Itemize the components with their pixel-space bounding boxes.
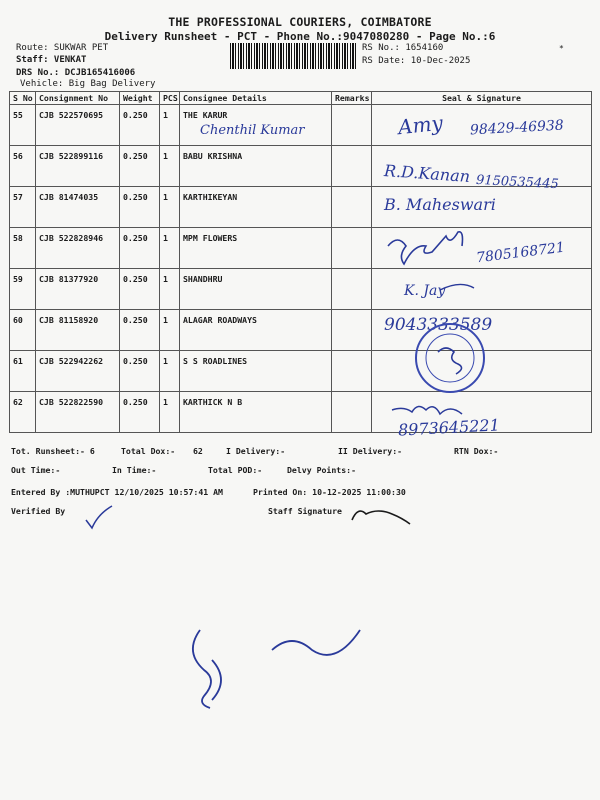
cell-consignment: CJB 81377920 <box>36 269 120 310</box>
cell-pcs: 1 <box>160 187 180 228</box>
total-pod-label: Total POD:- <box>208 465 263 475</box>
cell-sno: 62 <box>10 392 36 433</box>
cell-consignee: BABU KRISHNA <box>180 146 332 187</box>
handwritten-name-55: Chenthil Kumar <box>200 123 305 138</box>
handwritten-signature-57: B. Maheswari <box>384 195 496 214</box>
rs-date: RS Date: 10-Dec-2025 <box>362 56 471 66</box>
handwritten-phone-56: 9150535445 <box>475 172 560 193</box>
cell-consignee: MPM FLOWERS <box>180 228 332 269</box>
verified-by-label: Verified By <box>11 506 66 516</box>
cell-consignee: SHANDHRU <box>180 269 332 310</box>
cell-consignment: CJB 522942262 <box>36 351 120 392</box>
cell-consignee: KARTHIKEYAN <box>180 187 332 228</box>
rtn-dox-label: RTN Dox:- <box>454 446 499 456</box>
signature-stroke-59 <box>440 284 474 290</box>
in-time-label: In Time:- <box>112 465 157 475</box>
cell-weight: 0.250 <box>120 187 160 228</box>
runsheet-subtitle: Delivery Runsheet - PCT - Phone No.:9047080280 - Page No.:6 <box>104 30 496 43</box>
cell-sno: 59 <box>10 269 36 310</box>
cell-consignment: CJB 81158920 <box>36 310 120 351</box>
staff-signature-mark <box>352 511 410 524</box>
cell-pcs: 1 <box>160 146 180 187</box>
cell-weight: 0.250 <box>120 228 160 269</box>
cell-consignee: THE KARUR <box>180 105 332 146</box>
col-seal-signature: Seal & Signature <box>372 92 592 105</box>
company-title: THE PROFESSIONAL COURIERS, COIMBATORE <box>168 15 432 29</box>
cell-pcs: 1 <box>160 105 180 146</box>
staff-label: Staff: VENKAT <box>16 55 87 65</box>
col-pcs: PCS <box>160 92 180 105</box>
cell-sno: 60 <box>10 310 36 351</box>
handwritten-signature-59: K. Jay <box>404 283 446 299</box>
cell-weight: 0.250 <box>120 310 160 351</box>
total-runsheet: Tot. Runsheet:- 6 <box>11 446 95 456</box>
i-delivery-label: I Delivery:- <box>226 446 286 456</box>
cell-sno: 55 <box>10 105 36 146</box>
cell-sno: 61 <box>10 351 36 392</box>
total-dox-value: 62 <box>193 446 203 456</box>
cell-weight: 0.250 <box>120 105 160 146</box>
cell-consignee: S S ROADLINES <box>180 351 332 392</box>
cell-pcs: 1 <box>160 269 180 310</box>
rs-number: RS No.: 1654160 <box>362 43 444 53</box>
handwritten-signature-56: R.D.Kanan <box>383 161 471 186</box>
printed-on: Printed On: 10-12-2025 11:00:30 <box>253 487 406 497</box>
col-consignee: Consignee Details <box>180 92 332 105</box>
cell-consignment: CJB 522899116 <box>36 146 120 187</box>
cell-weight: 0.250 <box>120 146 160 187</box>
handwritten-phone-58: 7805168721 <box>475 239 566 267</box>
cell-sno: 57 <box>10 187 36 228</box>
cell-pcs: 1 <box>160 351 180 392</box>
vehicle-label: Vehicle: Big Bag Delivery <box>20 79 156 89</box>
corner-mark: * <box>559 44 564 53</box>
col-weight: Weight <box>120 92 160 105</box>
cell-consignment: CJB 522570695 <box>36 105 120 146</box>
large-bottom-signature <box>193 630 360 708</box>
handwritten-phone-60: 9043333589 <box>384 315 493 335</box>
cell-consignment: CJB 81474035 <box>36 187 120 228</box>
cell-consignment: CJB 522828946 <box>36 228 120 269</box>
cell-sno: 56 <box>10 146 36 187</box>
route-label: Route: SUKWAR PET <box>16 43 109 53</box>
cell-pcs: 1 <box>160 392 180 433</box>
rubber-stamp <box>416 324 484 392</box>
col-consignment: Consignment No <box>36 92 120 105</box>
ii-delivery-label: II Delivery:- <box>338 446 403 456</box>
cell-consignment: CJB 522822590 <box>36 392 120 433</box>
cell-consignee: ALAGAR ROADWAYS <box>180 310 332 351</box>
cell-pcs: 1 <box>160 228 180 269</box>
cell-consignee: KARTHICK N B <box>180 392 332 433</box>
entered-by: Entered By :MUTHUPCT 12/10/2025 10:57:41 AM <box>11 487 223 497</box>
delivery-points-label: Delvy Points:- <box>287 465 357 475</box>
col-remarks: Remarks <box>332 92 372 105</box>
cell-sno: 58 <box>10 228 36 269</box>
col-sno: S No <box>10 92 36 105</box>
drs-number: DRS No.: DCJB165416006 <box>16 68 136 78</box>
handwritten-phone-62: 8973645221 <box>397 415 501 440</box>
cell-weight: 0.250 <box>120 392 160 433</box>
signature-scribble-62 <box>392 406 462 414</box>
verified-signature-mark <box>86 506 112 528</box>
cell-weight: 0.250 <box>120 269 160 310</box>
handwritten-phone-55: 98429-46938 <box>469 117 565 139</box>
staff-signature-label: Staff Signature <box>268 506 342 516</box>
cell-weight: 0.250 <box>120 351 160 392</box>
cell-pcs: 1 <box>160 310 180 351</box>
total-dox-label: Total Dox:- <box>121 446 176 456</box>
handwritten-signature-55: Amy <box>396 110 444 140</box>
signature-scribble-58 <box>388 232 463 264</box>
out-time-label: Out Time:- <box>11 465 61 475</box>
